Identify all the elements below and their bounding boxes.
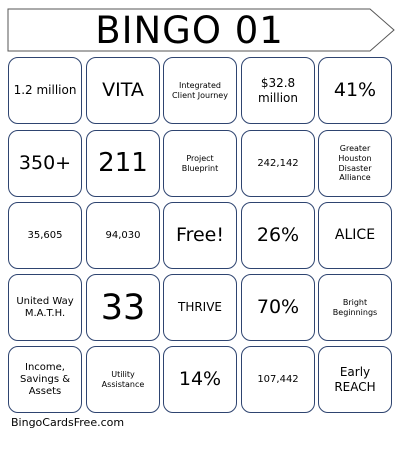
bingo-cell-text: 14% — [178, 368, 222, 391]
bingo-cell-text: 70% — [256, 296, 300, 319]
bingo-cell-text: 350+ — [18, 152, 72, 175]
bingo-cell[interactable] — [8, 202, 82, 269]
bingo-cell-text: Greater Houston Disaster Alliance — [338, 144, 372, 183]
bingo-cell[interactable] — [86, 274, 160, 341]
bingo-cell-text: 107,442 — [257, 373, 299, 385]
bingo-cell-text: 211 — [98, 147, 148, 178]
bingo-cell-text: 242,142 — [257, 157, 299, 169]
bingo-cell-text: United Way M.A.T.H. — [16, 295, 74, 319]
bingo-cell-text: Bright Beginnings — [332, 297, 378, 317]
bingo-cell-text: 33 — [100, 287, 146, 328]
bingo-cell-text: 94,030 — [105, 229, 141, 241]
bingo-cell[interactable] — [241, 346, 315, 413]
bingo-grid — [8, 57, 394, 415]
bingo-cell[interactable] — [318, 202, 392, 269]
bingo-cell[interactable] — [163, 57, 237, 124]
bingo-cell-text: Integrated Client Journey — [172, 80, 228, 100]
bingo-cell[interactable] — [163, 130, 237, 197]
bingo-cell[interactable] — [318, 130, 392, 197]
bingo-cell[interactable] — [86, 130, 160, 197]
bingo-cell-text: 1.2 million — [13, 83, 77, 98]
bingo-cell[interactable] — [241, 202, 315, 269]
bingo-cell[interactable] — [163, 346, 237, 413]
bingo-cell-text: 41% — [333, 79, 377, 102]
bingo-cell[interactable] — [8, 274, 82, 341]
card-title: BINGO 01 — [95, 8, 284, 52]
bingo-cell[interactable] — [8, 130, 82, 197]
bingo-cell[interactable] — [163, 202, 237, 269]
bingo-cell[interactable] — [163, 274, 237, 341]
bingo-cell[interactable] — [86, 202, 160, 269]
bingo-cell[interactable] — [241, 274, 315, 341]
bingo-cell[interactable] — [318, 274, 392, 341]
bingo-cell-text: Income, Savings & Assets — [19, 361, 71, 397]
bingo-cell[interactable] — [86, 57, 160, 124]
bingo-cell-text: VITA — [102, 79, 144, 102]
bingo-cell-text: $32.8 million — [258, 76, 298, 105]
footer-credit: BingoCardsFree.com — [11, 416, 125, 429]
title-banner — [7, 8, 396, 52]
bingo-cell[interactable] — [241, 57, 315, 124]
bingo-cell[interactable] — [318, 346, 392, 413]
bingo-cell[interactable] — [8, 346, 82, 413]
bingo-cell[interactable] — [86, 346, 160, 413]
bingo-cell[interactable] — [241, 130, 315, 197]
bingo-cell-text: 35,605 — [27, 229, 63, 241]
bingo-cell-text: Project Blueprint — [181, 153, 219, 173]
bingo-cell-text: THRIVE — [177, 300, 223, 315]
bingo-cell[interactable] — [8, 57, 82, 124]
bingo-cell-text: Early REACH — [334, 365, 376, 394]
bingo-cell-text: Free! — [176, 224, 224, 247]
bingo-cell-text: 26% — [256, 224, 300, 247]
bingo-cell-text: Utility Assistance — [101, 369, 145, 389]
bingo-cell-text: ALICE — [334, 227, 376, 244]
bingo-cell[interactable] — [318, 57, 392, 124]
